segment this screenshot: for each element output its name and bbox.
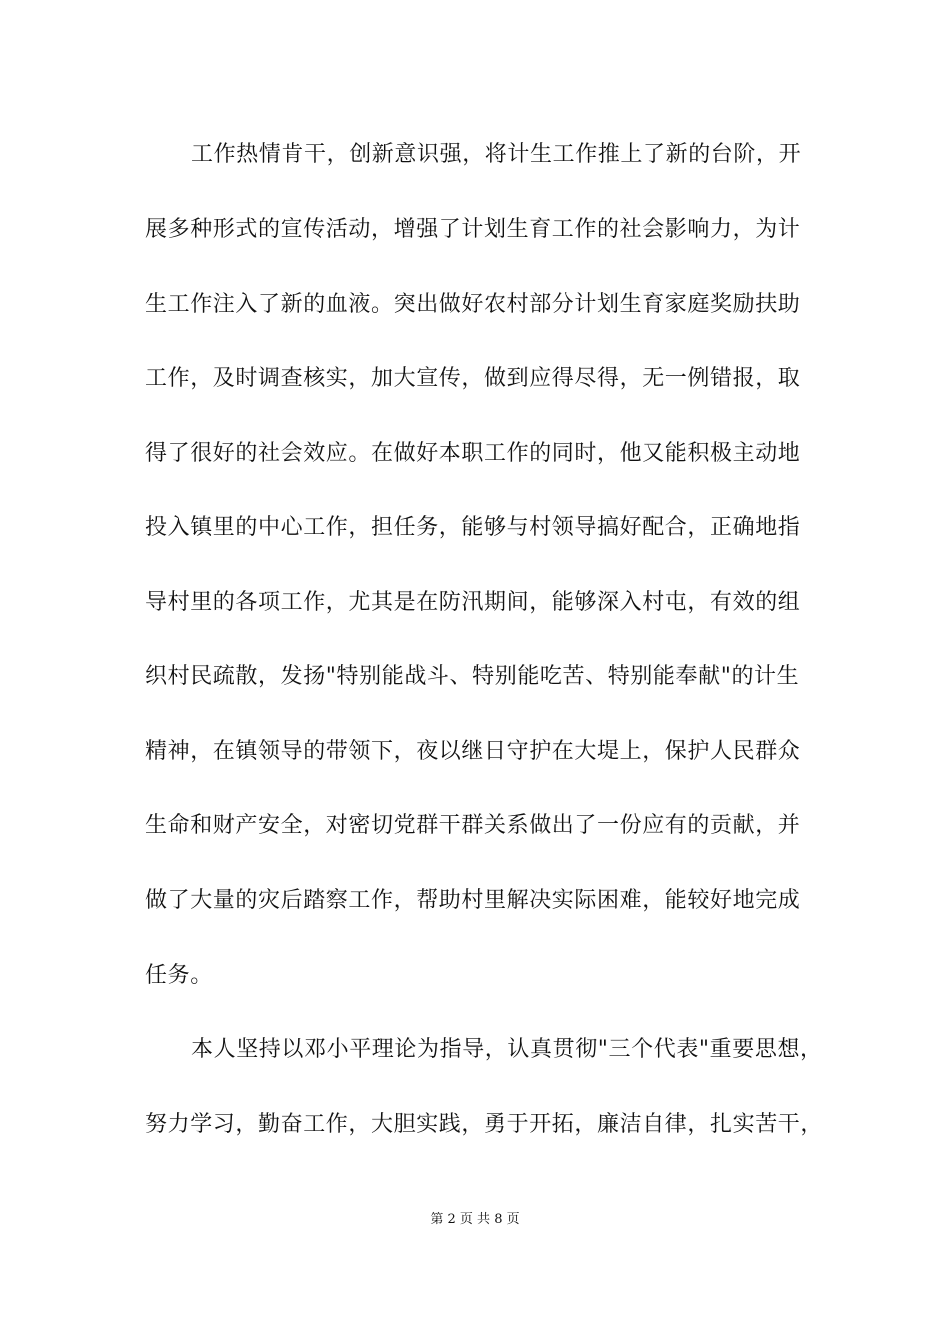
paragraph-line: 努力学习，勤奋工作，大胆实践，勇于开拓，廉洁自律，扎实苦干， (145, 1112, 824, 1137)
paragraph-line: 生命和财产安全，对密切党群干群关系做出了一份应有的贡献，并 (145, 813, 801, 838)
paragraph-line: 工作热情肯干，创新意识强，将计生工作推上了新的台阶，开 (191, 142, 802, 167)
paragraph-line: 本人坚持以邓小平理论为指导，认真贯彻"三个代表"重要思想， (191, 1037, 823, 1062)
paragraph-line: 工作，及时调查核实，加大宣传，做到应得尽得，无一例错报，取 (145, 366, 801, 391)
paragraph-line: 生工作注入了新的血液。突出做好农村部分计划生育家庭奖励扶助 (145, 292, 801, 317)
paragraph-line: 导村里的各项工作，尤其是在防汛期间，能够深入村屯，有效的组 (145, 590, 801, 615)
paragraph-line: 织村民疏散，发扬"特别能战斗、特别能吃苦、特别能奉献"的计生 (145, 664, 800, 689)
page-number-footer: 第 2 页 共 8 页 (430, 1212, 520, 1227)
paragraph-line: 精神，在镇领导的带领下，夜以继日守护在大堤上，保护人民群众 (145, 739, 801, 764)
paragraph-line: 做了大量的灾后踏察工作，帮助村里解决实际困难，能较好地完成 (145, 888, 801, 913)
paragraph-line: 得了很好的社会效应。在做好本职工作的同时，他又能积极主动地 (145, 441, 801, 466)
paragraph-line: 任务。 (145, 963, 213, 988)
paragraph-line: 投入镇里的中心工作，担任务，能够与村领导搞好配合，正确地指 (145, 515, 801, 540)
paragraph-line: 展多种形式的宣传活动，增强了计划生育工作的社会影响力，为计 (145, 217, 801, 242)
